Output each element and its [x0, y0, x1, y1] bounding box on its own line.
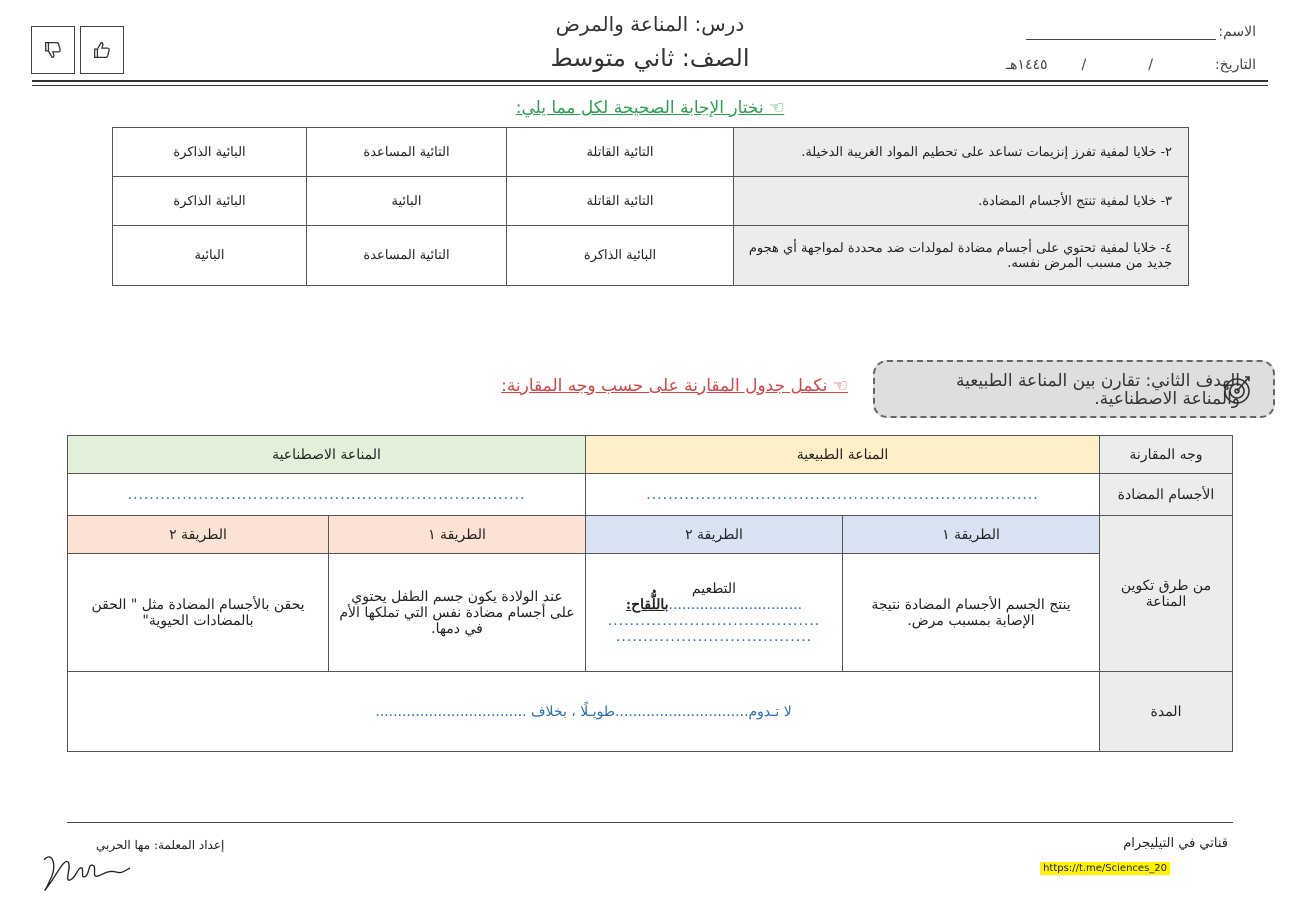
pointer-icon: ☜	[769, 98, 785, 118]
thumbs-down-button[interactable]	[31, 26, 75, 74]
question-3: ٣- خلايا لمفية تنتج الأجسام المضادة.	[734, 177, 1189, 226]
artificial-immunity-header: المناعة الاصطناعية	[68, 436, 586, 474]
grade-title: الصف: ثاني متوسط	[550, 44, 750, 72]
option[interactable]: التائية القاتلة	[507, 177, 734, 226]
table-row	[68, 554, 1233, 672]
thumbs-down-icon	[42, 39, 64, 61]
question-2: ٢- خلايا لمفية تفرز إنزيمات تساعد على تحطيم المواد الغريبة الدخيلة.	[734, 128, 1189, 177]
comparison-aspect-header: وجه المقارنة	[1100, 436, 1233, 474]
option[interactable]: البائية	[113, 226, 307, 286]
table-row	[68, 436, 1233, 474]
artificial-antibodies-blank[interactable]: .........................................................................	[68, 474, 586, 516]
lesson-title: درس: المناعة والمرض	[555, 12, 745, 36]
natural-method-2-cell	[586, 554, 843, 672]
date-sep-2: /	[1081, 57, 1087, 73]
header-rule-thin	[32, 85, 1268, 86]
natural-method-1-text: ينتج الجسم الأجسام المضادة نتيجة الإصابة بمسبب مرض.	[843, 554, 1100, 672]
vaccine-blank-1[interactable]: ..............................	[668, 596, 803, 613]
artificial-method-1-text: عند الولادة يكون جسم الطفل يحتوي على أجسام مضادة نفس التي تملكها الأم في دمها.	[329, 554, 586, 672]
vaccination-title: التطعيم	[691, 580, 737, 597]
vaccine-blank-2[interactable]: .......................................	[607, 612, 821, 629]
mcq-table	[112, 127, 1189, 286]
prepared-by: إعداد المعلمة: مها الحربي	[96, 838, 225, 852]
date-label: التاريخ:	[1214, 57, 1256, 73]
artificial-method-1-header: الطريقة ١	[329, 516, 586, 554]
signature-icon	[38, 846, 134, 898]
artificial-method-2-text: يحقن بالأجسام المضادة مثل " الحقن بالمضادات الحيوية"	[68, 554, 329, 672]
table-row	[68, 516, 1233, 554]
comparison-table	[67, 435, 1233, 752]
duration-text[interactable]: لا تـدوم..............................طويـلًا ، بخلاف ..................................	[68, 672, 1100, 752]
date-sep-1: /	[1148, 57, 1153, 73]
table-row	[113, 177, 1189, 226]
thumbs-up-button[interactable]	[80, 26, 124, 74]
option[interactable]: التائية المساعدة	[307, 128, 507, 177]
section2-instruction	[501, 376, 848, 396]
formation-label: من طرق تكوين المناعة	[1100, 516, 1233, 672]
header-rule	[32, 80, 1268, 82]
option[interactable]: التائية القاتلة	[507, 128, 734, 177]
natural-immunity-header: المناعة الطبيعية	[586, 436, 1100, 474]
footer-rule	[67, 822, 1233, 823]
natural-method-2-header: الطريقة ٢	[586, 516, 843, 554]
natural-method-1-header: الطريقة ١	[843, 516, 1100, 554]
telegram-link[interactable]: https://t.me/Sciences_20	[1040, 862, 1170, 875]
option[interactable]: التائية المساعدة	[307, 226, 507, 286]
table-row	[113, 226, 1189, 286]
natural-antibodies-blank[interactable]: ........................................................................	[586, 474, 1100, 516]
pointer-icon: ☜	[832, 376, 848, 396]
question-4: ٤- خلايا لمفية تحتوي على أجسام مضادة لمولدات ضد محددة لمواجهة أي هجوم جديد من مسبب المرض نفسه.	[734, 226, 1189, 286]
table-row	[68, 474, 1233, 516]
artificial-method-2-header: الطريقة ٢	[68, 516, 329, 554]
vaccine-blank-3[interactable]: ....................................	[615, 628, 813, 645]
vaccine-label: باللُّقاح:	[625, 596, 669, 613]
antibodies-label: الأجسام المضادة	[1100, 474, 1233, 516]
name-label: الاسم:	[1218, 24, 1256, 40]
telegram-channel-label: قناتي في التيليجرام	[1123, 836, 1228, 851]
option[interactable]: البائية الذاكرة	[507, 226, 734, 286]
thumbs-up-icon	[91, 39, 113, 61]
section1-instruction-text: نختار الإجابة الصحيحة لكل مما يلي:	[515, 98, 764, 118]
objective-text: الهدف الثاني: تقارن بين المناعة الطبيعية والمناعة الاصطناعية.	[955, 371, 1240, 409]
duration-label: المدة	[1100, 672, 1233, 752]
option[interactable]: البائية	[307, 177, 507, 226]
table-row	[113, 128, 1189, 177]
option[interactable]: البائية الذاكرة	[113, 177, 307, 226]
section1-instruction	[0, 98, 1300, 118]
section2-instruction-text: نكمل جدول المقارنة على حسب وجه المقارنة:	[501, 376, 828, 396]
option[interactable]: البائية الذاكرة	[113, 128, 307, 177]
table-row	[68, 672, 1233, 752]
date-year: ١٤٤٥هـ	[1005, 57, 1048, 73]
